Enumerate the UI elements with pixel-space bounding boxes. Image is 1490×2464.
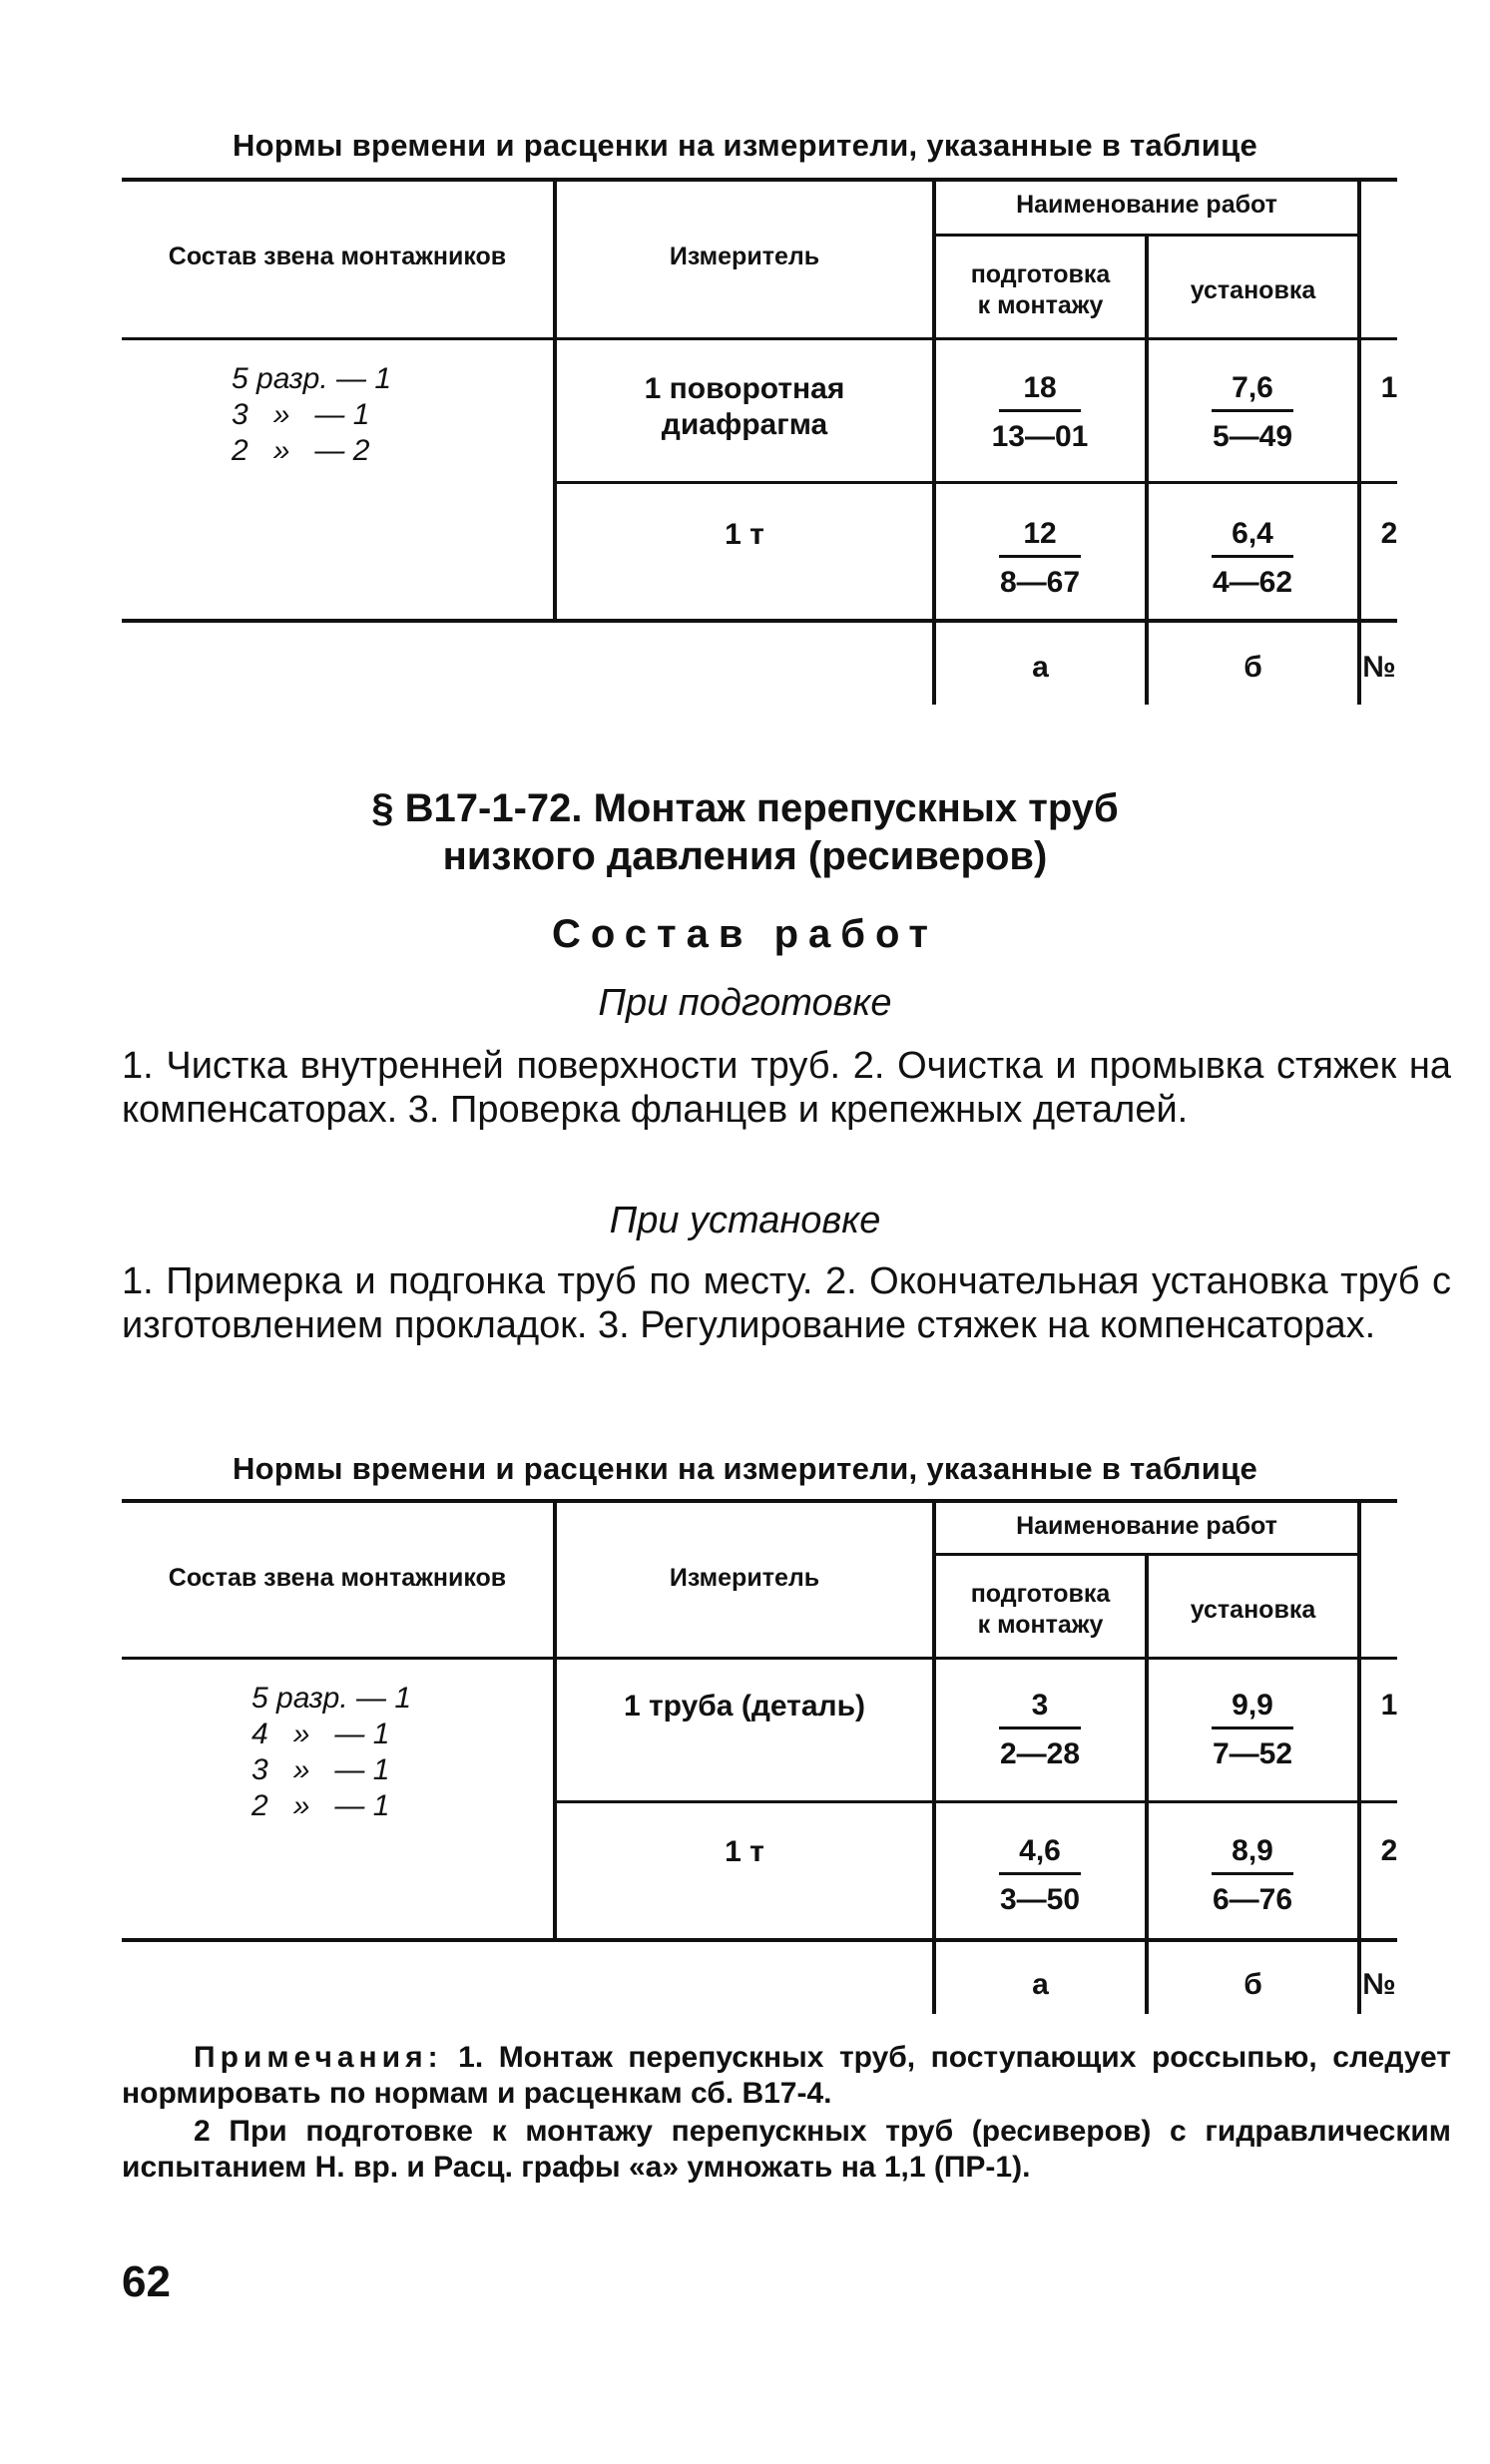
row-number: 1 — [1380, 371, 1398, 404]
column-letter: а — [1032, 651, 1049, 684]
table-rule — [122, 619, 1397, 623]
table-subrule — [932, 234, 1359, 237]
rate-fraction: $\frac{9,9}{7—52}$ — [1212, 1689, 1293, 1770]
row-number: 2 — [1380, 1834, 1398, 1867]
prep-heading: При подготовке — [598, 982, 892, 1024]
note-2: 2 При подготовке к монтажу перепускных труб (ресиверов) с гидравлическим испытанием Н. вр. и Расц. графы «а» умножать на 1,1 (ПР-1). — [122, 2115, 1451, 2184]
section-title: § В17-1-72. Монтаж перепускных труб низкого давления (ресиверов) — [371, 786, 1119, 878]
column-letter: а — [1032, 1968, 1049, 2001]
table-rule — [122, 178, 1397, 182]
meter-cell: 1 труба (деталь) — [623, 1690, 866, 1723]
table-subrule — [932, 1553, 1359, 1556]
table-rule — [122, 1499, 1397, 1503]
rate-fraction: $\frac{12}{8—67}$ — [999, 517, 1081, 599]
meter-cell: 1 поворотная диафрагма — [644, 372, 845, 441]
header-install: установка — [1190, 1596, 1316, 1624]
prep-text: 1. Чистка внутренней поверхности труб. 2. Очистка и промывка стяжек на компенсаторах. 3. Проверка фланцев и крепежных деталей. — [122, 1045, 1451, 1131]
rate-fraction: $\frac{8,9}{6—76}$ — [1212, 1834, 1293, 1916]
column-letter: б — [1243, 1968, 1262, 2001]
header-crew: Состав звена монтажников — [168, 243, 507, 270]
crew-composition: 5 разр. — 1 3 » — 1 2 » — 2 — [232, 362, 392, 467]
column-letter: б — [1243, 651, 1262, 684]
column-letter: № — [1362, 651, 1396, 684]
rate-fraction: $\frac{7,6}{5—49}$ — [1212, 371, 1293, 453]
header-crew: Состав звена монтажников — [168, 1564, 507, 1592]
table-rowrule — [553, 1800, 1397, 1803]
row-number: 1 — [1380, 1689, 1398, 1722]
install-heading: При установке — [609, 1200, 881, 1241]
table-rule — [122, 337, 1397, 340]
row-number: 2 — [1380, 517, 1398, 550]
meter-cell: 1 т — [725, 1835, 764, 1868]
norms-table-2 — [122, 1499, 1397, 2018]
note-1: Примечания: 1. Монтаж перепускных труб, поступающих россыпью, следует нормировать по нормам и расценкам сб. В17-4. — [122, 2041, 1451, 2110]
table2-caption: Нормы времени и расценки на измерители, указанные в таблице — [232, 1451, 1257, 1486]
header-works: Наименование работ — [1016, 191, 1277, 219]
rate-fraction: $\frac{6,4}{4—62}$ — [1212, 517, 1293, 599]
table-rule — [122, 1938, 1397, 1942]
page-number: 62 — [122, 2257, 171, 2306]
table-rule — [122, 1657, 1397, 1660]
header-meter: Измеритель — [669, 243, 820, 270]
crew-composition: 5 разр. — 1 4 » — 1 3 » — 1 2 » — 1 — [251, 1682, 412, 1822]
rate-fraction: $\frac{18}{13—01}$ — [991, 371, 1089, 453]
header-prep: подготовка к монтажу — [970, 1580, 1111, 1639]
install-text: 1. Примерка и подгонка труб по месту. 2. Окончательная установка труб с изготовлением прокладок. 3. Регулирование стяжек на компенсаторах. — [122, 1260, 1451, 1346]
header-install: установка — [1190, 276, 1316, 304]
composition-heading: Состав работ — [552, 912, 938, 956]
rate-fraction: $\frac{3}{2—28}$ — [999, 1689, 1081, 1770]
table1-caption: Нормы времени и расценки на измерители, указанные в таблице — [232, 128, 1257, 163]
norms-table-1 — [122, 178, 1397, 707]
meter-cell: 1 т — [725, 518, 764, 551]
column-letter: № — [1362, 1968, 1396, 2001]
header-meter: Измеритель — [669, 1564, 820, 1592]
header-prep: подготовка к монтажу — [970, 260, 1111, 319]
table-rowrule — [553, 481, 1397, 484]
header-works: Наименование работ — [1016, 1512, 1277, 1540]
rate-fraction: $\frac{4,6}{3—50}$ — [999, 1834, 1081, 1916]
